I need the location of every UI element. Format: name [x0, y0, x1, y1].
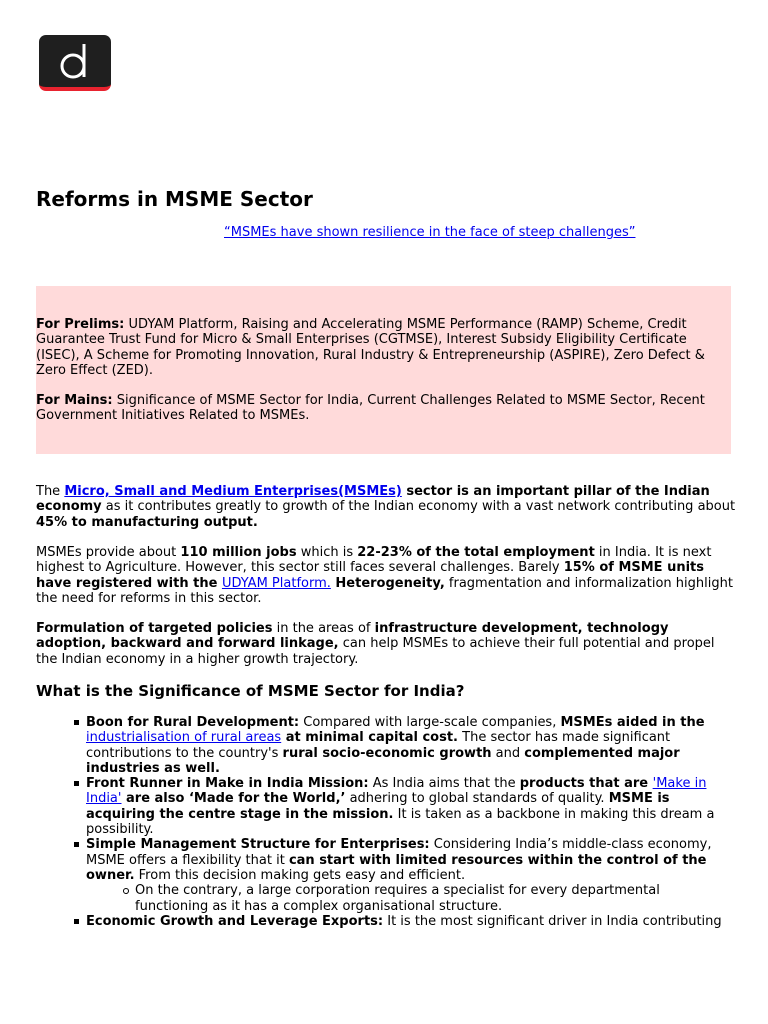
logo-d-icon	[39, 35, 111, 87]
text-run: as it contributes greatly to growth of the Indian economy with a vast network contributing about	[101, 499, 736, 515]
bold-run: MSME is acquiring the centre stage in the mission.	[86, 791, 670, 822]
sub-list	[86, 883, 731, 914]
section-heading: What is the Significance of MSME Sector for India?	[36, 682, 465, 700]
text-run: adhering to global standards of quality.	[345, 791, 609, 807]
text-run: It is the most significant driver in India contributing	[383, 913, 722, 929]
syllabus-box	[36, 286, 731, 454]
bold-run: 110 million jobs	[180, 545, 297, 560]
make-in-india-link[interactable]: 'Make in India'	[86, 776, 707, 807]
bold-run: Heterogeneity,	[330, 575, 445, 591]
prelims-label: For Prelims:	[36, 317, 125, 332]
rural-industrialisation-link[interactable]: industrialisation of rural areas	[86, 730, 282, 746]
text-run: The sector has made significant contributions to the country's	[86, 730, 671, 761]
text-run: and	[491, 745, 525, 761]
prelims-text: UDYAM Platform, Raising and Accelerating MSME Performance (RAMP) Scheme, Credit Guarantee Trust Fund for Micro & Small Enterprises (CGTMSE), Interest Subsidy Eligibility Certificate (ISEC), A Scheme for Promoting Innovation, Rural Industry & Entrepreneurship (ASPIRE), Zero Defect & Zero Effect (ZED).	[36, 317, 705, 378]
list-item	[86, 715, 731, 776]
bold-run: Front Runner in Make in India Mission:	[86, 776, 369, 792]
bold-run: products that are	[519, 776, 653, 792]
mains-paragraph	[36, 393, 731, 424]
text-run: Considering India’s middle-class economy, MSME offers a flexibility that it	[86, 837, 712, 868]
text-run: fragmentation and informalization highlight the need for reforms in this sector.	[36, 575, 733, 606]
text-run: which is	[296, 545, 358, 560]
page-title: Reforms in MSME Sector	[36, 187, 313, 211]
mains-label: For Mains:	[36, 393, 113, 409]
list-item	[86, 837, 731, 913]
text-run: It is taken as a backbone in making this dream a possibility.	[86, 806, 715, 838]
bold-run: rural socio-economic growth	[282, 745, 492, 761]
quote-link[interactable]: “MSMEs have shown resilience in the face of steep challenges”	[224, 225, 636, 240]
text-run: As India aims that the	[368, 776, 520, 792]
bold-run: infrastructure development, technology adoption, backward and forward linkage,	[36, 621, 669, 652]
bold-run: complemented major industries as well.	[86, 745, 680, 776]
bold-run: Simple Management Structure for Enterprises:	[86, 837, 430, 853]
bold-run: can start with limited resources within the control of the owner.	[86, 852, 707, 883]
text-run: Compared with large-scale companies,	[299, 715, 561, 730]
bold-run: 45% to manufacturing output.	[36, 514, 258, 530]
list-item	[86, 776, 731, 837]
bold-run: are also ‘Made for the World,’	[121, 791, 346, 807]
employment-paragraph	[36, 545, 736, 606]
text-run: From this decision making gets easy and efficient.	[134, 867, 466, 883]
bold-run: at minimal capital cost.	[281, 730, 458, 746]
bold-run: 15% of MSME units have registered with the	[36, 560, 705, 591]
bold-run: MSMEs aided in the	[560, 715, 705, 730]
intro-paragraph	[36, 484, 736, 530]
text-run: The	[36, 484, 65, 499]
bold-run: Formulation of targeted policies	[36, 621, 273, 636]
mains-text: Significance of MSME Sector for India, Current Challenges Related to MSME Sector, Recent Government Initiatives Related to MSMEs.	[36, 393, 705, 424]
bold-run: Economic Growth and Leverage Exports:	[86, 913, 384, 929]
msme-link[interactable]: Micro, Small and Medium Enterprises(MSMEs)	[64, 484, 402, 499]
bold-run: 22-23% of the total employment	[357, 545, 595, 560]
significance-list	[86, 715, 731, 929]
prelims-paragraph	[36, 317, 731, 378]
sub-list-item: On the contrary, a large corporation requires a specialist for every departmental functioning as it has a complex organisational structure.	[135, 883, 731, 914]
list-item	[86, 914, 731, 929]
text-run: in India. It is next highest to Agriculture. However, this sector still faces several challenges. Barely	[36, 545, 712, 576]
bold-run: sector is an important pillar of the Indian economy	[36, 484, 710, 515]
bold-run: Boon for Rural Development:	[86, 715, 300, 730]
udyam-link[interactable]: UDYAM Platform.	[221, 575, 331, 591]
text-run: can help MSMEs to achieve their full potential and propel the Indian economy in a higher growth trajectory.	[36, 636, 715, 667]
text-run: in the areas of	[272, 621, 375, 636]
policy-paragraph	[36, 621, 736, 667]
site-logo[interactable]	[39, 35, 111, 91]
text-run: MSMEs provide about	[36, 545, 181, 560]
